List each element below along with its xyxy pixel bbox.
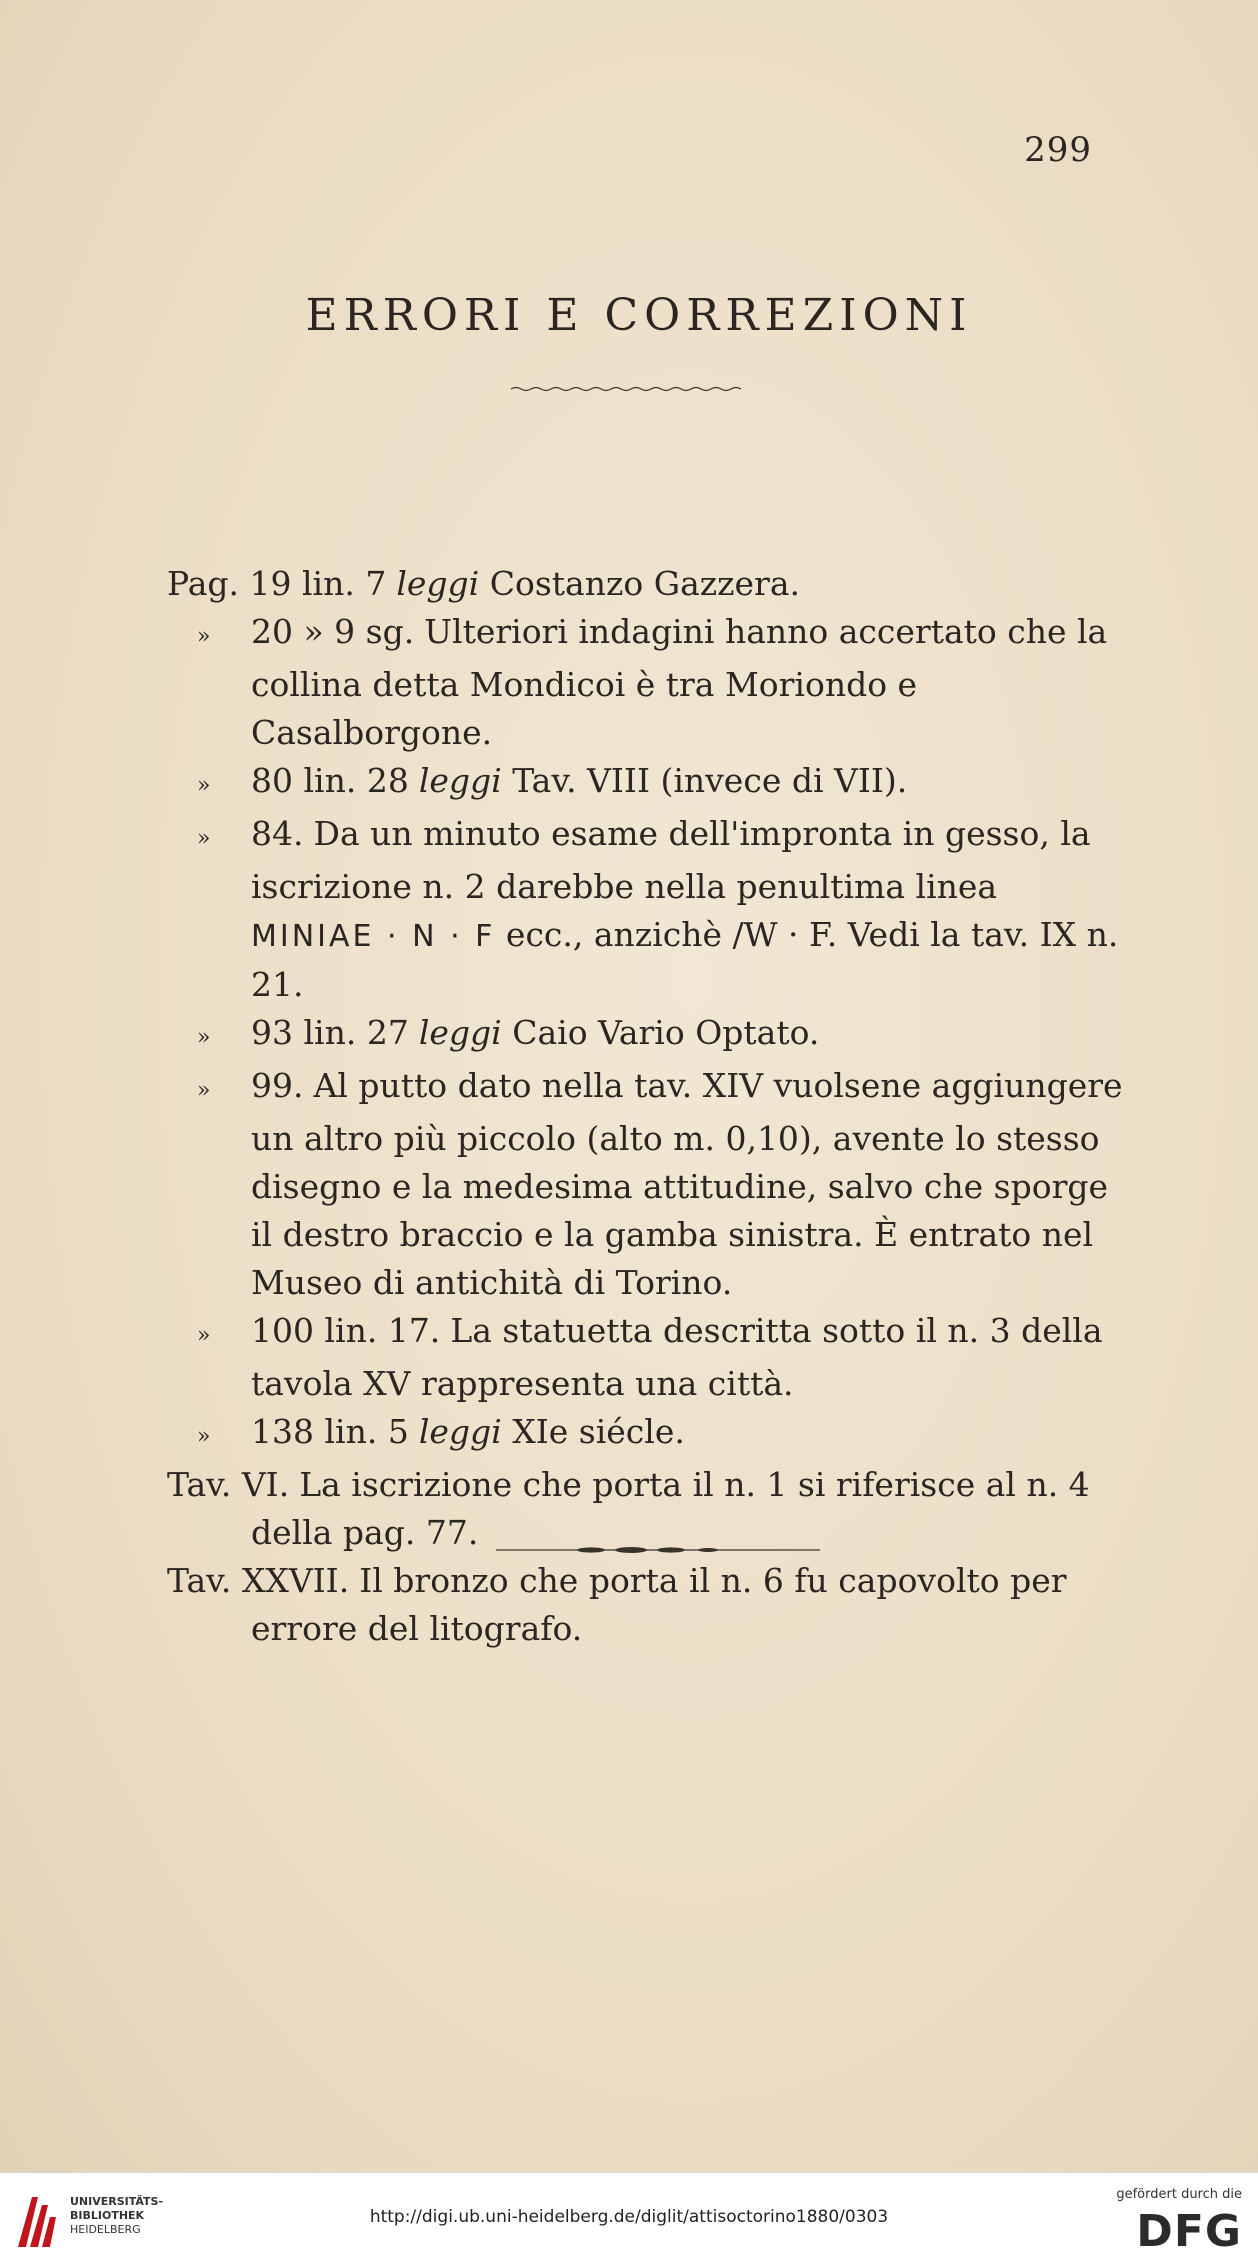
errata-text: La statuetta descritta sotto il n. 3 della tavola XV rappresenta una città. — [251, 1311, 1103, 1403]
errata-text: Il bronzo che porta il n. 6 fu capovolto per errore del litografo. — [251, 1561, 1067, 1648]
ditto-mark: » — [197, 1025, 211, 1050]
errata-list — [167, 560, 1127, 1653]
errata-keyword: leggi — [418, 761, 502, 800]
errata-reference: 84. — [251, 814, 304, 853]
page-title: ERRORI E CORREZIONI — [305, 290, 973, 341]
funding-note: gefördert durch die — [1116, 2187, 1242, 2202]
errata-entry — [167, 608, 1127, 757]
errata-entry — [167, 1408, 1127, 1461]
errata-entry — [167, 1307, 1127, 1408]
errata-text: Al putto dato nella tav. XIV vuolsene aggiungere un altro più piccolo (alto m. 0,10), avente lo stesso disegno e la medesima attitudine, salvo che sporge il destro braccio e la gamba sinistra. È entrato nel Museo di antichità di Torino. — [251, 1066, 1123, 1302]
errata-entry — [167, 1557, 1127, 1653]
errata-text: Ulteriori indagini hanno accertato che la collina detta Mondicoi è tra Moriondo e Casalborgone. — [251, 612, 1108, 752]
errata-text-continued: ecc., anzichè /W · F. Vedi la tav. IX n. 21. — [251, 915, 1119, 1004]
ditto-mark: » — [197, 1424, 211, 1449]
errata-keyword: leggi — [396, 564, 480, 603]
errata-text: La iscrizione che porta il n. 1 si riferisce al n. 4 della pag. 77. — [251, 1465, 1090, 1552]
page-number: 299 — [1024, 130, 1092, 170]
errata-reference: 100 lin. 17. — [251, 1311, 441, 1350]
errata-reference: Tav. XXVII. — [167, 1561, 350, 1600]
ditto-mark: » — [197, 624, 211, 649]
errata-reference: 80 lin. 28 — [251, 761, 409, 800]
errata-reference: 20 » 9 sg. — [251, 612, 415, 651]
errata-entry — [167, 757, 1127, 810]
ditto-mark: » — [197, 773, 211, 798]
errata-reference: Tav. VI. — [167, 1465, 290, 1504]
errata-reference: 93 lin. 27 — [251, 1013, 409, 1052]
errata-text: Caio Vario Optato. — [512, 1013, 820, 1052]
ditto-mark: » — [197, 1323, 211, 1348]
errata-reference: 138 lin. 5 — [251, 1412, 409, 1451]
dfg-logo: DFG — [1136, 2206, 1242, 2257]
errata-text: Costanzo Gazzera. — [489, 564, 800, 603]
permalink-url[interactable]: http://digi.ub.uni-heidelberg.de/diglit/attisoctorino1880/0303 — [369, 2207, 889, 2227]
errata-entry — [167, 1009, 1127, 1062]
errata-text: Da un minuto esame dell'impronta in gesso, la iscrizione n. 2 darebbe nella penultima linea — [251, 814, 1091, 906]
errata-entry — [167, 1062, 1127, 1307]
viewer-footer — [0, 2172, 1258, 2266]
errata-reference: 99. — [251, 1066, 304, 1105]
errata-text: XIe siécle. — [512, 1412, 685, 1451]
title-ornament-rule — [511, 386, 741, 392]
errata-keyword: leggi — [418, 1013, 502, 1052]
errata-entry — [167, 810, 1127, 1009]
ditto-mark: » — [197, 1078, 211, 1103]
errata-keyword: leggi — [418, 1412, 502, 1451]
ditto-mark: » — [197, 826, 211, 851]
errata-text: Tav. VIII (invece di VII). — [512, 761, 908, 800]
errata-entry — [167, 1461, 1127, 1557]
errata-reference: Pag. 19 lin. 7 — [167, 564, 387, 603]
closing-ornament-rule — [496, 1544, 820, 1556]
errata-entry — [167, 560, 1127, 608]
inscription-text: MINIAE · N · F — [251, 919, 496, 954]
library-name: UNIVERSITÄTS- BIBLIOTHEK HEIDELBERG — [70, 2195, 164, 2236]
